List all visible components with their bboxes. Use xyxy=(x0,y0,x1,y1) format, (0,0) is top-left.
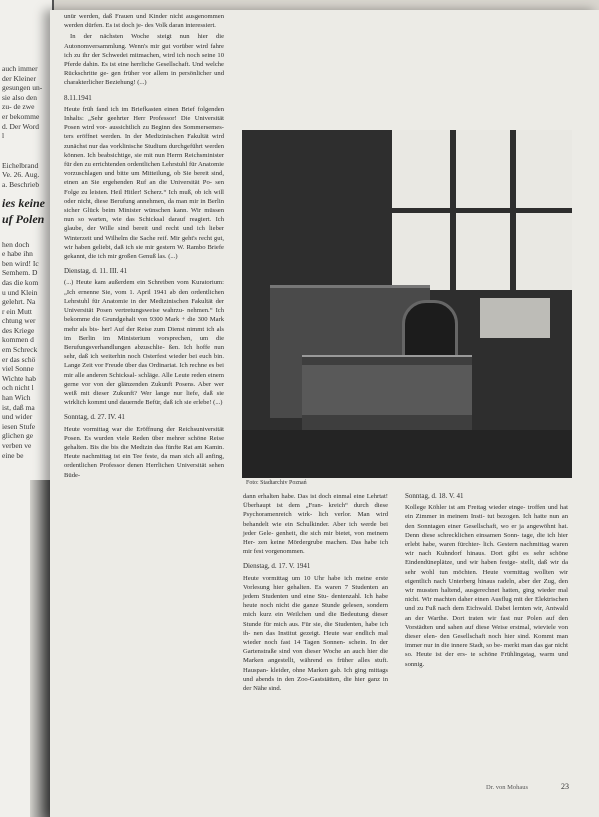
diary-date: 8.11.1941 xyxy=(64,93,92,102)
paragraph: Heute früh fand ich im Briefkasten einen Brief folgenden Inhalts: „Sehr geehrter Herr Professor! Die Universität Posen wird vor- aussichtlich zu Beginn des Sommersemes- ters eröffnet werden. In der Medizinischen Fakultät wird zunächst nur das vorklinische Studium durchgeführt werden können. Ich beabsichtige, sie mit nun Herrn Reichsminister für den zu errichtenden ordentlichen Lehrstuhl für Anatomie vorzuschlagen und bitte um Mitteilung, ob Sie bereit sind, einen an Sie ergehenden Ruf an die Universität Po- sen Folge zu leisten. Heil Hitler! Scherz.“ Ich muß, ob ich will oder nicht, diese Berufung annehmen, da man mir in Berlin sicher Glück beim Minister wünschen kann. Wir müssen nun so warten, wie das Schicksal darauf reagiert. Ich glaube, der Wille sind bereit und recht und ich lieber Winterzeit und Wilhelm die Sache reif. Mir geht's recht gut, wir haben geliebt, daß ich sie mir gestern W. Rambo Briefe gekannt, die ich mir großen Genuß las. (...) xyxy=(64,105,224,261)
text-column-3 xyxy=(405,492,568,671)
strip-line: hen doch xyxy=(2,239,30,249)
strip-line: e habe ihn xyxy=(2,249,33,259)
strip-line: gesungen un- xyxy=(2,83,43,93)
previous-page-strip xyxy=(0,0,54,817)
strip-line: kommen d xyxy=(2,335,34,345)
diary-date: Sonntag, d. 27. IV. 41 xyxy=(64,413,125,422)
strip-line: gelehrt. Na xyxy=(2,297,36,307)
strip-line: och nicht l xyxy=(2,383,34,393)
photo-window xyxy=(392,130,572,290)
footer-author: Dr. von Mohaus xyxy=(486,784,529,791)
photo-lamp xyxy=(480,298,550,338)
photo-caption: Foto: Stadtarchiv Poznań xyxy=(246,480,307,486)
page-number: 23 xyxy=(561,782,569,791)
strip-line: des Kriege xyxy=(2,325,35,335)
paragraph: Heute vormittag war die Eröffnung der Reichsuniversität Posen. Es wurden viele Reden über mehrer schöne Reise gehalten. Bis die bis die Medizin das fünfte Rat am Kamin. Heute nachmittag ist ein Tee feste, da man sich all anfing, ordentlichen Professor denen Herrlichen Universität sehen Büde- xyxy=(64,425,224,479)
strip-line: glichen ge xyxy=(2,431,34,441)
strip-line: und wider xyxy=(2,412,33,422)
strip-line: eine be xyxy=(2,450,24,460)
strip-line: er bekomme xyxy=(2,111,40,121)
paragraph: Heute vormittag um 10 Uhr habe ich meine erste Vorlesung hier gehalten. Es waren 7 Studenten an jedem Studenten und eine Stu- dentenzahl. Ich habe heute noch nicht die ganze Stunde gelesen, sondern mich kurz ein Weilchen und die Bedeutung dieser Stunde für mich aus. Für sie, die Studenten, habe ich ih- nen das Institut gezeigt. Heute war endlich mal wieder noch fast 14 Tagen Sonnen- schein. In der Gartenstraße sind von dieser Woche an auch hier die Marken angestellt, während es früher alles stuft. Hauspan- kleider, ohne Marken gab. Ich ging mittags und abends in den Zoo-Gaststätten, die hier ganz in der Nähe sind. xyxy=(243,574,388,693)
strip-line: em Schreck xyxy=(2,345,38,355)
strip-line: a. Beschrieb xyxy=(2,179,40,189)
strip-line: Eichelbrand xyxy=(2,160,39,170)
text-column-1 xyxy=(64,12,224,482)
strip-line: das die kom xyxy=(2,277,39,287)
strip-line: der Kleiner xyxy=(2,73,36,83)
strip-line: er das schö xyxy=(2,354,36,364)
strip-line: verben ve xyxy=(2,441,32,450)
paragraph: In der nächsten Woche steigt nun hier die Autonomversammlung. Wenn's mir gut vorüber wird fahre ich zu ihr der Schwedei mitmachen, wird ich noch seine 10 Pferde dahin. Es ist eine herrliche Gesellschaft. Und welche Rückschritte ge- gen früher vor allem in persönlicher und charakterlicher Beziehung! (...) xyxy=(64,33,224,87)
photo-floor xyxy=(242,430,572,478)
strip-line: ist, daß ma xyxy=(2,402,35,412)
paragraph: unür werden, daß Frauen und Kinder nicht ausgenommen werden dürfen. Es ist doch je- des Volk daran interessiert. xyxy=(64,13,224,30)
strip-line: han Wich xyxy=(2,393,31,403)
photo-desk-front xyxy=(302,365,472,415)
strip-line: Wichte hab xyxy=(2,373,37,383)
text-column-2 xyxy=(243,492,388,695)
strip-headline: uf Polen xyxy=(2,211,45,226)
strip-line: viel Sonne xyxy=(2,364,34,374)
strip-line: sie also den xyxy=(2,92,37,102)
strip-line: Semhem. D xyxy=(2,268,38,278)
strip-line: r ein Mutt xyxy=(2,306,32,316)
strip-line: ben wird! Ic xyxy=(2,258,39,268)
strip-line: zu- de zwe xyxy=(2,102,35,112)
strip-line: iesen Stufe xyxy=(2,421,36,431)
diary-date: Dienstag, d. 17. V. 1941 xyxy=(243,562,311,571)
paragraph: (...) Heute kam außerdem ein Schreiben vom Kuratorium: „Ich ernenne Sie, vom 1. April 1941 ab den ordentlichen Lehrstuhl für Anatomie in der Medizinischen Fakultät der Universität Posen vertretungsweise wahrzu- nehmen.“ Ich bekomme die Grundgehalt von 9300 Mark + die 300 Mark mehr als bis- her! Auf der Reise zum Dienst nimmt ich als im Berlin im Ministerium vorsprechen, um die Berufungsverhandlungen abzuschlie- ßen. Ich hoffe nun sehr, daß ich weiterhin noch Osterfest wieder bei euch bin. Lange Zeit vor Freude über das Ordinariat. Ich rechne es bei mir alle anderen Schicksal- schläge. Alle Leute reden einem gerne vor von der glänzenden Zukunft Posens. Aber wer weiß mit dieser Zukunft? Wer lange nur liefe, daß sie wirklich kommt und dauernde Befür, daß ich sie erlebe! (...) xyxy=(64,279,224,407)
strip-line: l xyxy=(2,131,5,141)
strip-line: d. Der Word xyxy=(2,121,39,131)
strip-headline: ies keine xyxy=(2,195,45,210)
strip-line: Ve. 26. Aug. xyxy=(2,170,40,180)
strip-line: chtung wer xyxy=(2,316,36,326)
page-fold-shadow xyxy=(30,480,52,817)
strip-line: u und Klein xyxy=(2,287,38,297)
strip-line: auch immer xyxy=(2,64,38,73)
diary-date: Sonntag, d. 18. V. 41 xyxy=(405,492,464,500)
diary-date: Dienstag, d. 11. III. 41 xyxy=(64,267,128,276)
office-photo xyxy=(242,130,572,478)
paragraph: dann erhalten habe. Das ist doch einmal eine Lehrtat! Überhaupt ist dem „Fran- kreich“ durch diese Psychoramenreich wirk- lich verlor. Man wird behandelt wie ein Schulkinder. Aber ich werde bei jeder Gele- genheit, die sich mir bietet, von meinem Her- zen keine Mördergrube machen. Das habe ich mir fest vorgenommen. xyxy=(243,493,388,556)
paragraph: Kollege Köhler ist am Freitag wieder einge- troffen und hat ein Zimmer in meinem Insti- tut bezogen. Ich hatte nun an den Sonntagen einer Gesellschaft, wo er ja angewöhnt hat. Denn diese schrecklichen einsamen Sonn- tage, die ich hier erlebt habe, waren fürchter- lich. Gestern nachmittag waren wir nach Kuhndorf hinaus. Dort gibt es sehr schöne Eindendüneplätze, und wir haben festge- stellt, daß wir da sehr wohl tun möchten. Heute vormittag wollten wir eigentlich nach Unterberg hinaus radeln, aber der Zug, den wir mussten haltend, ausgerechnet hatten, ging wieder mal nicht. Wir machten daher einen Ausflug mit der Elektrischen und zu Fuß nach dem Eichwald. Dabei lernten wir, Antwald an der Warthe. Dort traten wir fast nur Polen auf den Vorstädten und sahen auf diese Weise erstmal, wieviele von dieser elen- den Gesellschaft noch hier sind. Kommt man immer nur in die innere Stadt, so be- merkt man das gar nicht so. Heute ist der ers- te schöne Frühlingstag, warm und sonnig. xyxy=(405,504,568,668)
